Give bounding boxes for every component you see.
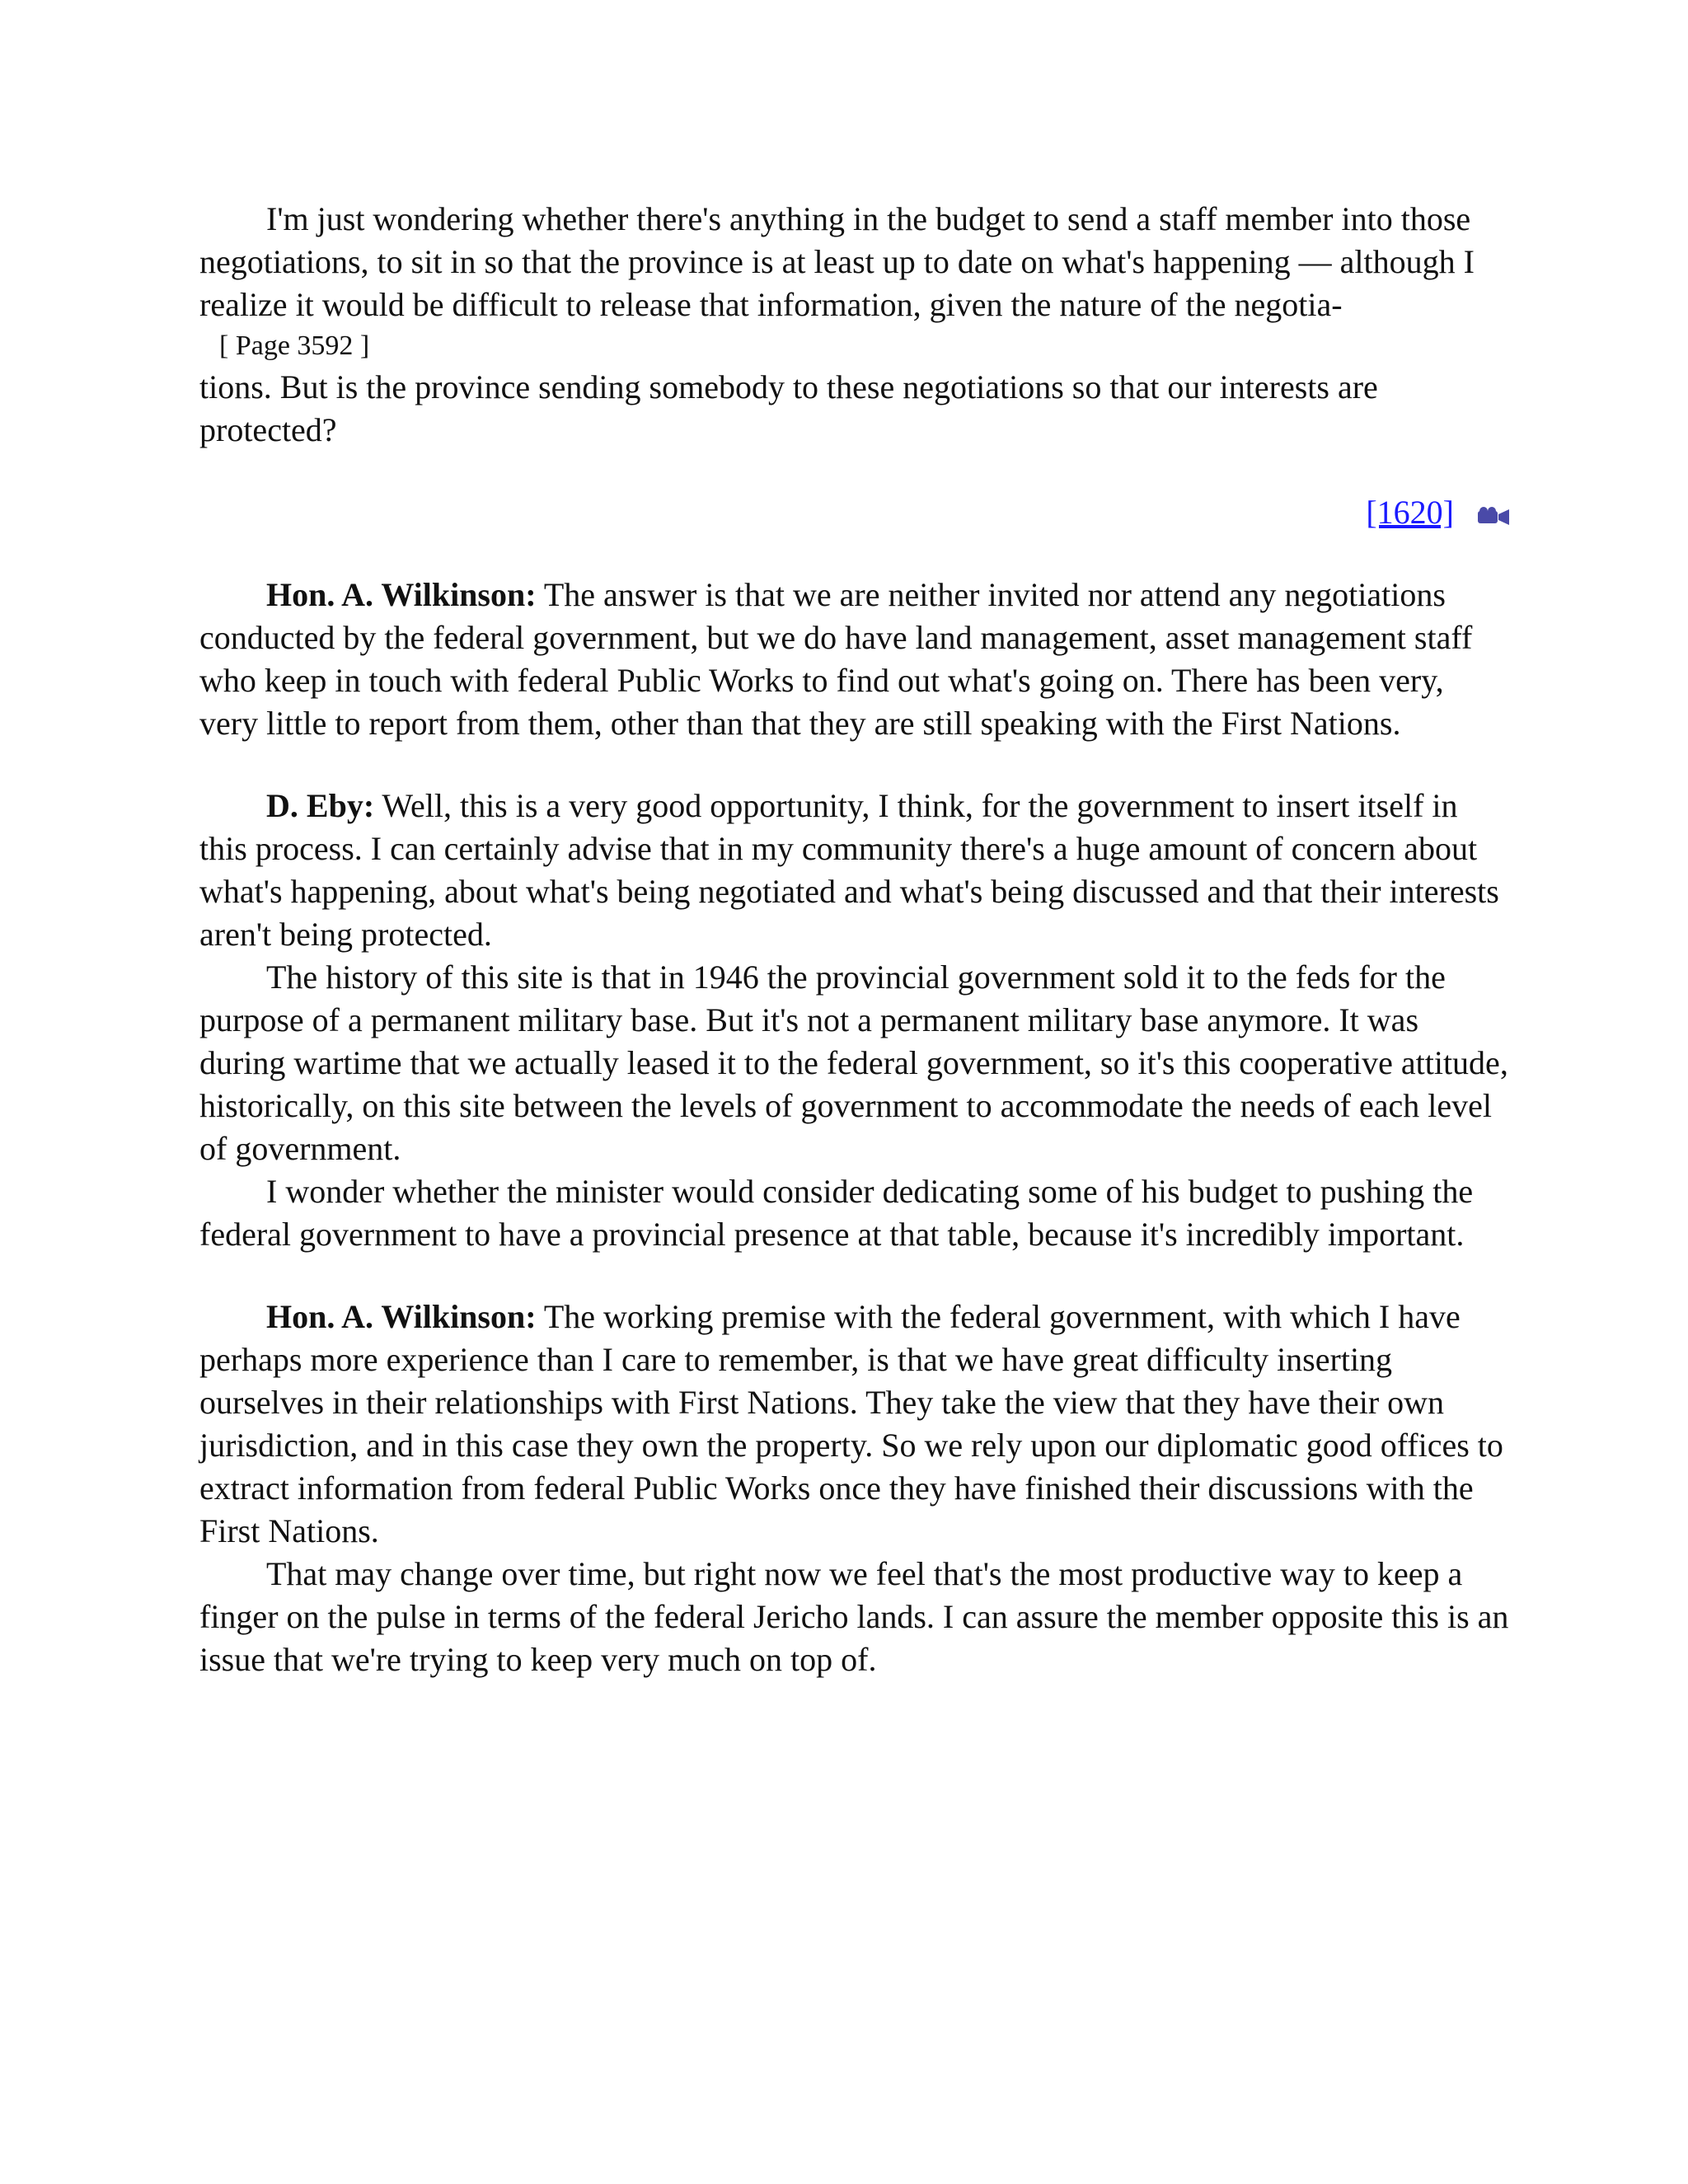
speech-wilkinson-2 xyxy=(199,1296,1510,1553)
video-camera-icon[interactable] xyxy=(1477,506,1510,526)
timestamp-row xyxy=(199,488,1510,537)
question-paragraph-part1: I'm just wondering whether there's anything in the budget to send a staff member into those negotiations, to sit in so that the province is at least up to date on what's happening — although I realize it would be difficult to release that information, given the nature of the negotia- xyxy=(199,200,1475,323)
speech-continuation: That may change over time, but right now we feel that's the most productive way to keep a finger on the pulse in terms of the federal Jericho lands. I can assure the member opposite this is an issue that we're trying to keep very much on top of. xyxy=(199,1555,1509,1678)
timestamp-link[interactable]: [1620] xyxy=(1366,494,1454,531)
speech-text: The working premise with the federal government, with which I have perhaps more experience than I care to remember, is that we have great difficulty inserting ourselves in their relationships with First Nations. They take the view that they have their own jurisdiction, and in this case they own the property. So we rely upon our diplomatic good offices to extract information from federal Public Works once they have finished their discussions with the First Nations. xyxy=(199,1298,1503,1549)
page-number-marker: [ Page 3592 ] xyxy=(219,330,370,361)
speech-text: Well, this is a very good opportunity, I think, for the government to insert itself in this process. I can certainly advise that in my community there's a huge amount of concern about what's happening, about what's being negotiated and what's being discussed and that their interests aren't being protected. xyxy=(199,787,1499,953)
speech-continuation: The history of this site is that in 1946 the provincial government sold it to the feds for the purpose of a permanent military base. But it's not a permanent military base anymore. It was during wartime that we actually leased it to the federal government, so it's this cooperative attitude, historically, on this site between the levels of government to accommodate the needs of each level of government. xyxy=(199,958,1508,1167)
transcript-page xyxy=(199,198,1510,1681)
speech-text: The answer is that we are neither invited nor attend any negotiations conducted by the federal government, but we do have land management, asset management staff who keep in touch with federal Public Works to find out what's going on. There has been very, very little to report from them, other than that they are still speaking with the First Nations. xyxy=(199,576,1473,742)
speaker-name: Hon. A. Wilkinson: xyxy=(266,576,537,613)
speech-eby xyxy=(199,785,1510,956)
speech-wilkinson-1 xyxy=(199,574,1510,745)
speech-continuation: I wonder whether the minister would consider dedicating some of his budget to pushing the federal government to have a provincial presence at that table, because it's incredibly important. xyxy=(199,1173,1474,1253)
speaker-name: Hon. A. Wilkinson: xyxy=(266,1298,537,1335)
question-paragraph-part2: tions. But is the province sending somebody to these negotiations so that our interests are protected? xyxy=(199,368,1378,448)
speaker-name: D. Eby: xyxy=(266,787,375,824)
